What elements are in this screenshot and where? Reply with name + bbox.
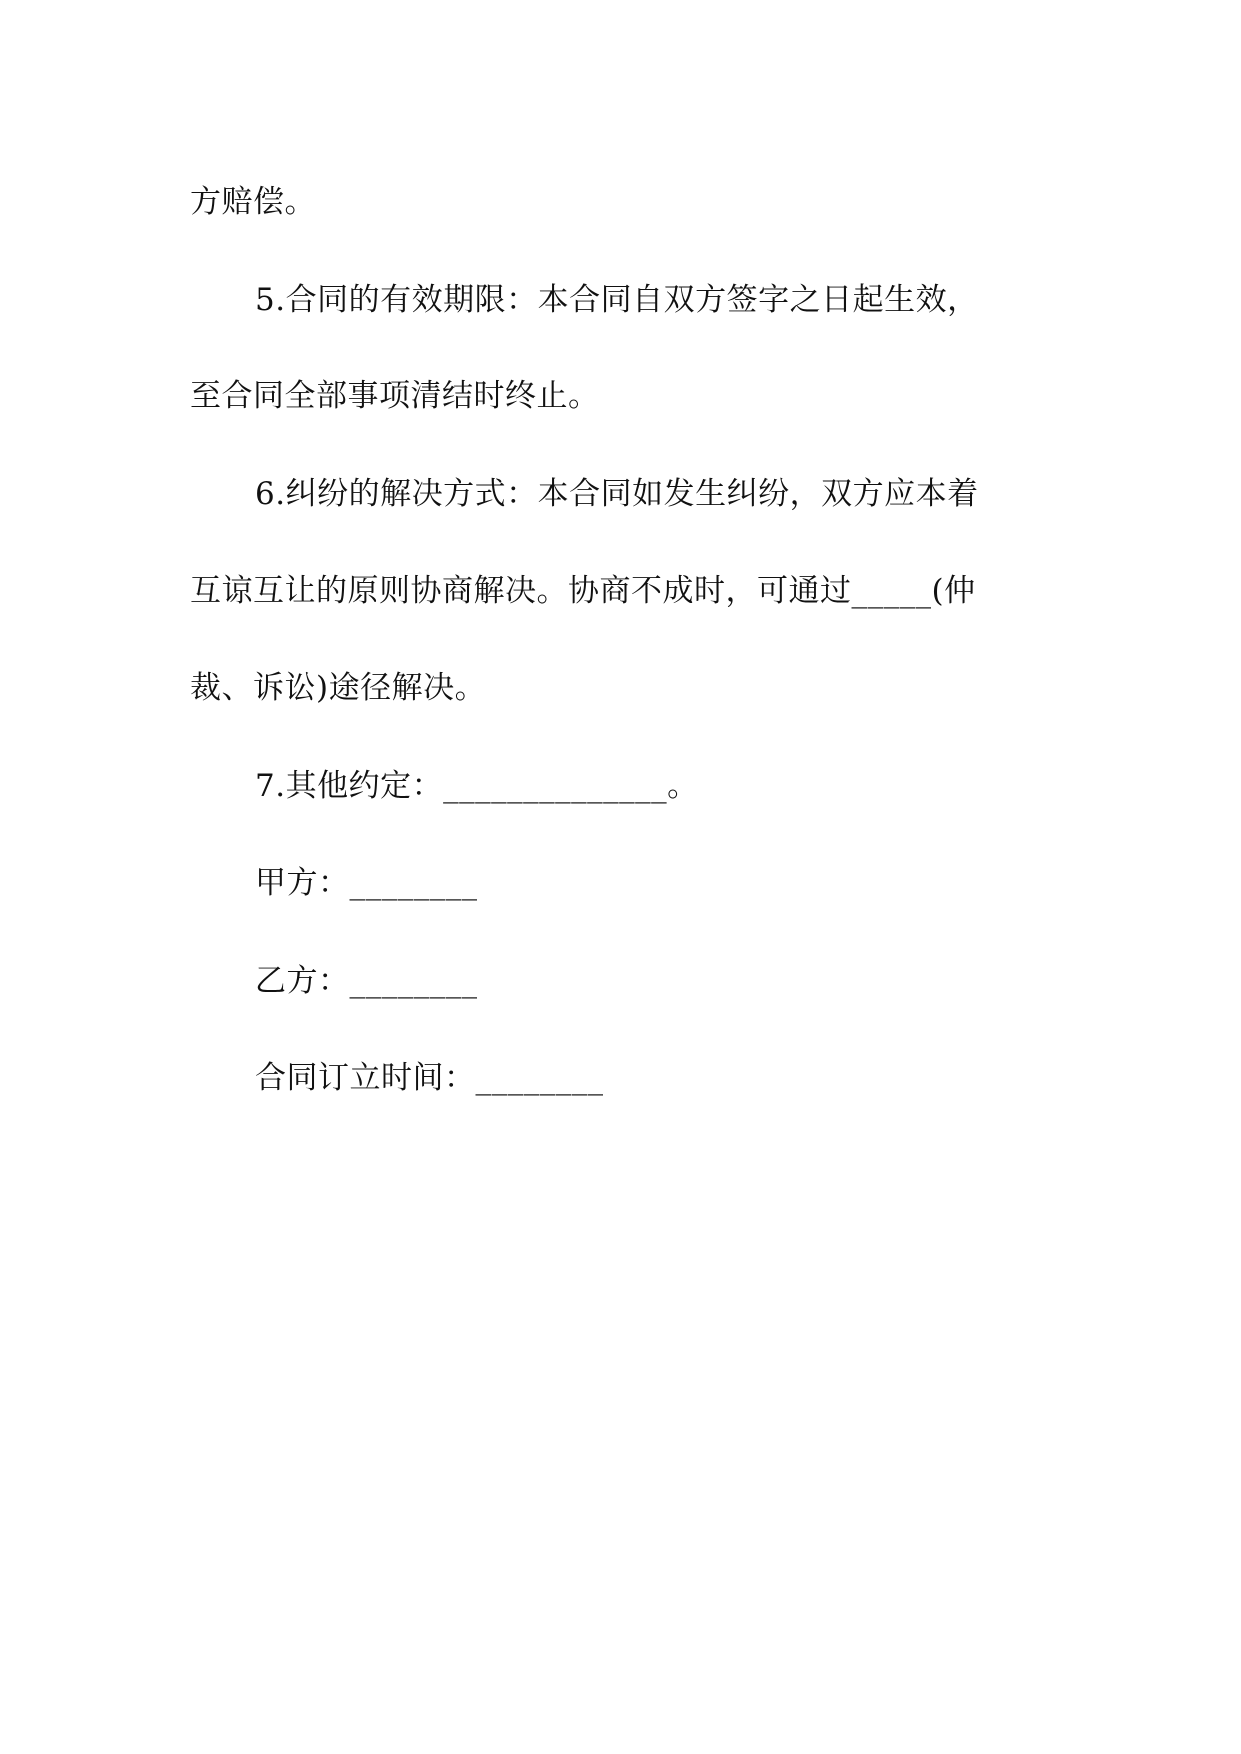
clause-6-dispute-line-2: 互谅互让的原则协商解决。协商不成时，可通过_____(仲: [190, 573, 976, 609]
contract-date-line: 合同订立时间：________: [255, 1060, 604, 1096]
clause-6-dispute-line-1: 6.纠纷的解决方式：本合同如发生纠纷，双方应本着: [255, 476, 979, 512]
party-a-signature-line: 甲方：________: [255, 865, 478, 901]
clause-4-continuation: 方赔偿。: [190, 184, 316, 220]
clause-5-validity-line-1: 5.合同的有效期限：本合同自双方签字之日起生效，: [255, 282, 979, 318]
clause-5-validity-line-2: 至合同全部事项清结时终止。: [190, 378, 600, 414]
clause-6-dispute-line-3: 裁、诉讼)途径解决。: [190, 670, 487, 706]
clause-7-other-terms: 7.其他约定：______________。: [255, 768, 699, 804]
party-b-signature-line: 乙方：________: [255, 963, 478, 999]
